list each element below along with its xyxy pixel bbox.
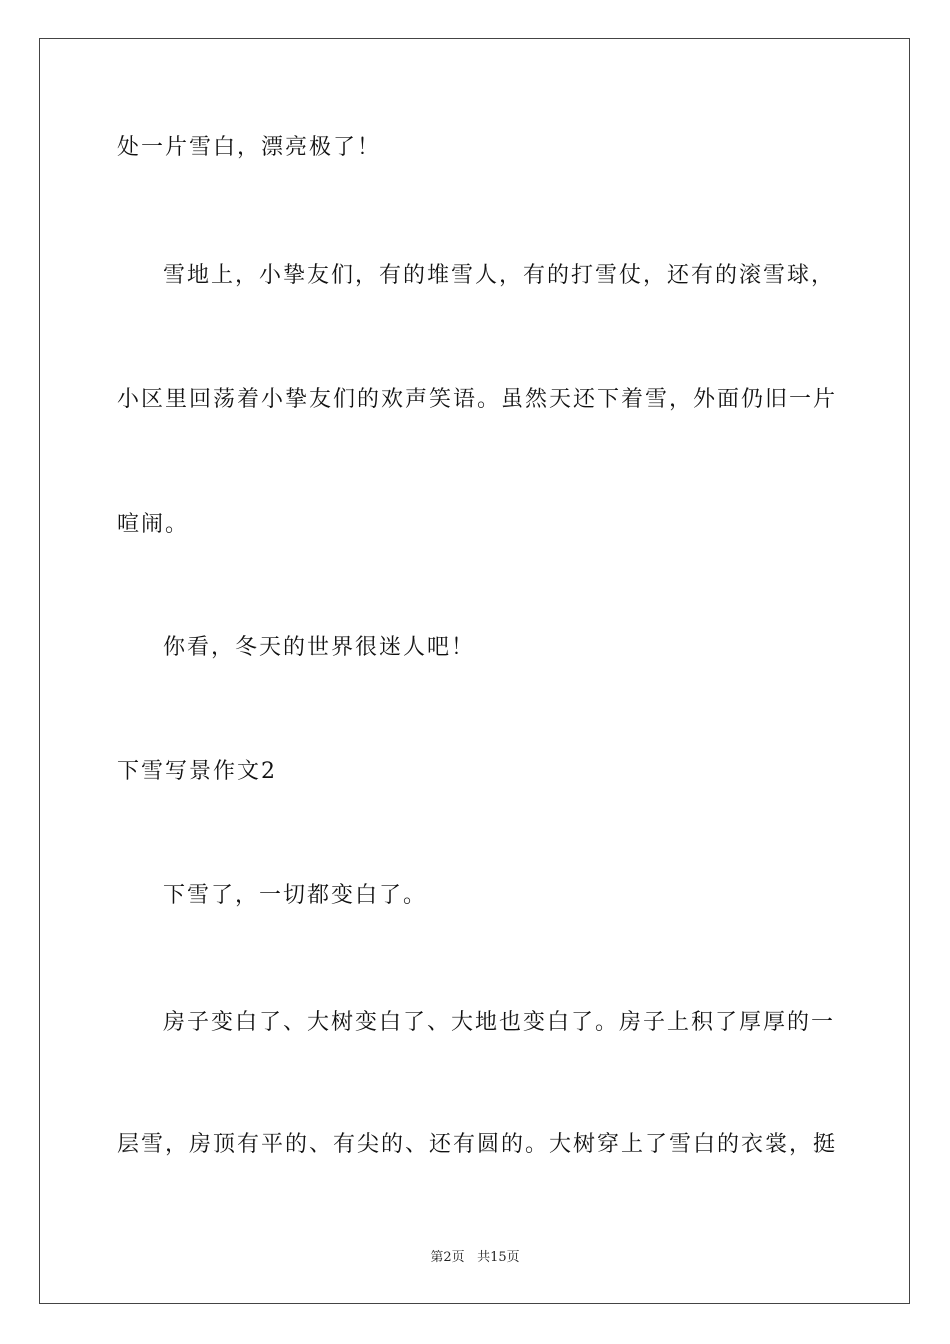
page-total: 共15页 [477,1250,520,1265]
paragraph-line: 层雪，房顶有平的、有尖的、还有圆的。大树穿上了雪白的衣裳，挺 [117,1132,838,1157]
paragraph-line: 房子变白了、大树变白了、大地也变白了。房子上积了厚厚的一 [163,1010,836,1035]
paragraph-line: 处一片雪白，漂亮极了！ [117,135,382,160]
paragraph-line: 喧闹。 [117,512,190,537]
page-border [39,38,910,1304]
paragraph-line: 雪地上，小挚友们，有的堆雪人，有的打雪仗，还有的滚雪球， [163,263,836,288]
section-heading: 下雪写景作文2 [117,759,277,784]
paragraph-line: 你看，冬天的世界很迷人吧！ [163,635,476,660]
paragraph-line: 下雪了，一切都变白了。 [163,883,428,908]
paragraph-line: 小区里回荡着小挚友们的欢声笑语。虽然天还下着雪，外面仍旧一片 [117,387,838,412]
page-footer [0,1246,950,1265]
page-number: 第2页 [430,1250,465,1265]
